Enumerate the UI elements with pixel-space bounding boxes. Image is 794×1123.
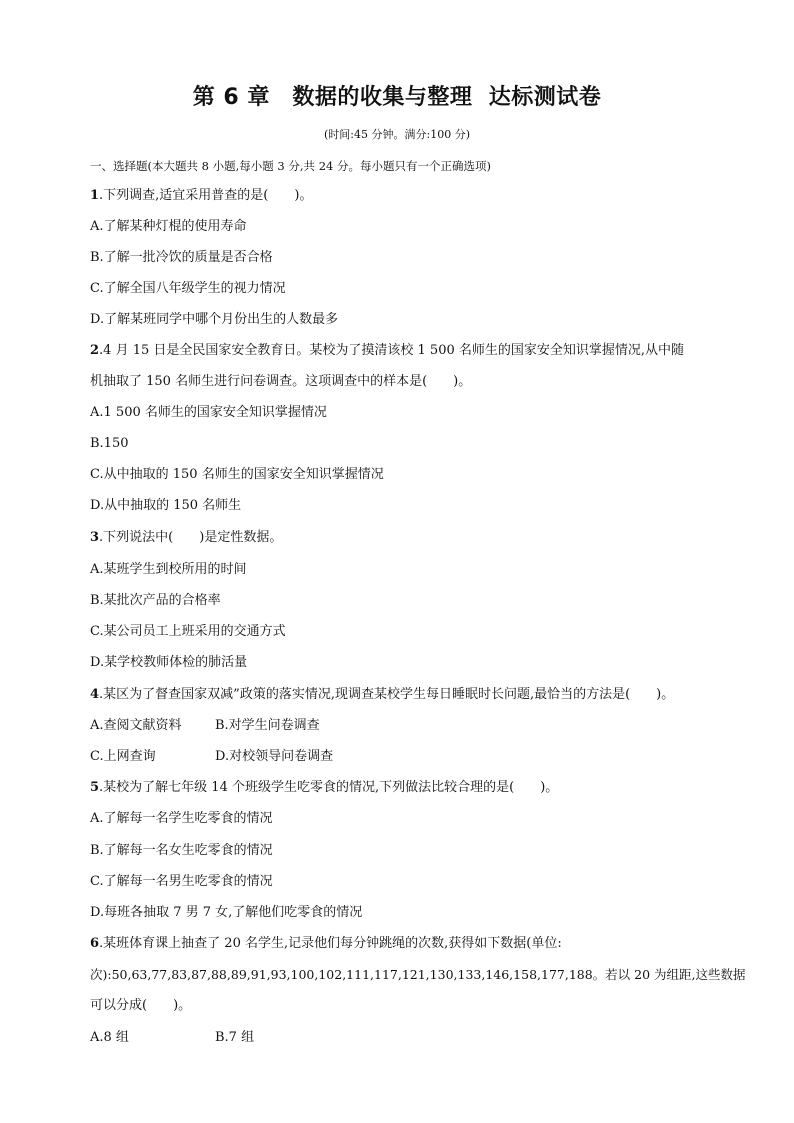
option-6a: A.8 组 xyxy=(90,1030,129,1045)
question-3 xyxy=(90,530,282,546)
option-2a: A.1 500 名师生的国家安全知识掌握情况 xyxy=(90,405,327,420)
option-2d: D.从中抽取的 150 名师生 xyxy=(90,498,242,513)
question-2 xyxy=(90,343,684,359)
option-5b: B.了解每一名女生吃零食的情况 xyxy=(90,843,273,858)
question-number: 1 xyxy=(90,188,100,203)
option-3a: A.某班学生到校所用的时间 xyxy=(90,562,247,577)
question-number: 3 xyxy=(90,530,100,545)
option-1d: D.了解某班同学中哪个月份出生的人数最多 xyxy=(90,312,339,327)
question-number: 2 xyxy=(90,343,100,358)
question-text: .某班体育课上抽查了 20 名学生,记录他们每分钟跳绳的次数,获得如下数据(单位: xyxy=(99,936,562,951)
question-4 xyxy=(90,687,674,703)
option-3d: D.某学校教师体检的肺活量 xyxy=(90,655,248,670)
options-4-row2 xyxy=(90,749,333,765)
question-2-cont: 机抽取了 150 名师生进行问卷调查。这项调查中的样本是( )。 xyxy=(90,374,472,389)
option-2c: C.从中抽取的 150 名师生的国家安全知识掌握情况 xyxy=(90,467,384,482)
question-text: .下列说法中( )是定性数据。 xyxy=(99,530,283,545)
section-heading: 一、选择题(本大题共 8 小题,每小题 3 分,共 24 分。每小题只有一个正确选项) xyxy=(90,159,491,173)
question-1 xyxy=(90,188,312,204)
question-text: .某校为了解七年级 14 个班级学生吃零食的情况,下列做法比较合理的是( )。 xyxy=(99,780,559,795)
question-6-cont: 次):50,63,77,83,87,88,89,91,93,100,102,111,117,121,130,133,146,158,177,188。若以 20 为组距,这些数据 xyxy=(90,967,746,982)
question-number: 4 xyxy=(90,687,100,702)
question-text: .某区为了督查国家双减”政策的落实情况,现调查某校学生每日睡眠时长问题,最恰当的方法是( )。 xyxy=(99,687,675,702)
option-5c: C.了解每一名男生吃零食的情况 xyxy=(90,874,273,889)
question-number: 5 xyxy=(90,780,100,795)
option-1b: B.了解一批冷饮的质量是否合格 xyxy=(90,250,273,265)
option-6b: B.7 组 xyxy=(215,1030,255,1045)
option-4c: C.上网查询 xyxy=(90,749,156,764)
option-3b: B.某批次产品的合格率 xyxy=(90,593,221,608)
option-2b: B.150 xyxy=(90,436,129,451)
option-3c: C.某公司员工上班采用的交通方式 xyxy=(90,624,286,639)
time-score-note: (时间:45 分钟。满分:100 分) xyxy=(324,128,470,141)
option-1a: A.了解某种灯棍的使用寿命 xyxy=(90,219,247,234)
question-text: .4 月 15 日是全民国家安全教育日。某校为了摸清该校 1 500 名师生的国家安全知识掌握情况,从中随 xyxy=(99,343,685,358)
option-1c: C.了解全国八年级学生的视力情况 xyxy=(90,281,286,296)
page-title: 第 6 章 数据的收集与整理 达标测试卷 xyxy=(192,85,602,110)
options-4-row1 xyxy=(90,718,320,734)
option-5d: D.每班各抽取 7 男 7 女,了解他们吃零食的情况 xyxy=(90,905,363,920)
option-5a: A.了解每一名学生吃零食的情况 xyxy=(90,811,273,826)
option-4a: A.查阅文献资料 xyxy=(90,718,182,733)
question-text: .下列调查,适宜采用普查的是( )。 xyxy=(99,188,313,203)
options-6-row1 xyxy=(90,1030,254,1046)
question-6 xyxy=(90,936,562,952)
option-4b: B.对学生问卷调查 xyxy=(215,718,320,733)
option-4d: D.对校领导问卷调查 xyxy=(215,749,334,764)
question-5 xyxy=(90,780,558,796)
question-6-cont2: 可以分成( )。 xyxy=(90,998,192,1013)
question-number: 6 xyxy=(90,936,100,951)
